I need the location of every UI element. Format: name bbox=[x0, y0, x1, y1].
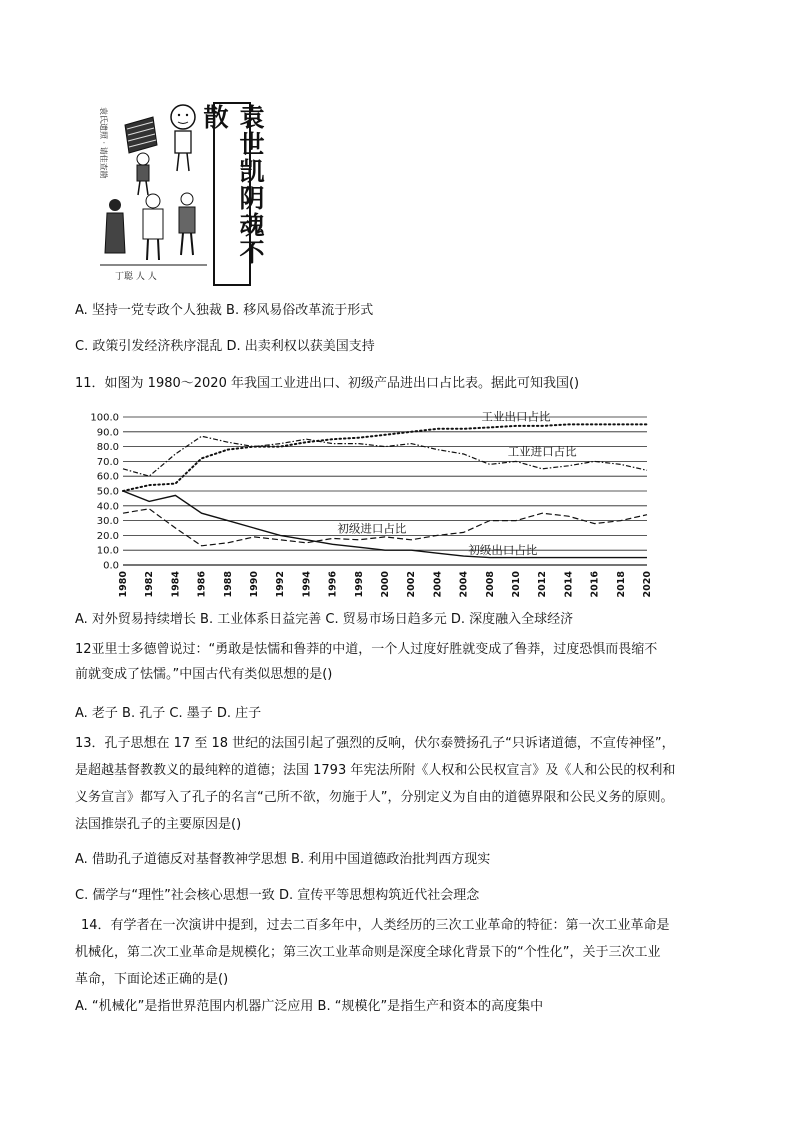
q12-stem-line1: 12亚里士多德曾说过：“勇敢是怯懦和鲁莽的中道，一个人过度好胜就变成了鲁莽，过度恐惧而畏缩不 bbox=[75, 642, 658, 657]
y-tick-label: 20.0 bbox=[96, 530, 119, 542]
cartoon-title: 袁世凯阴魂不散 bbox=[200, 104, 265, 266]
q13-stem-line3: 义务宣言》都写入了孔子的名言“己所不欲，勿施于人”，分别定义为自由的道德界限和公民义务的原则。 bbox=[75, 790, 674, 805]
q10-options-ab: A. 坚持一党专政个人独裁 B. 移风易俗改革流于形式 bbox=[75, 303, 374, 318]
q14-stem-line3: 革命，下面论述正确的是() bbox=[75, 972, 229, 987]
y-tick-label: 30.0 bbox=[96, 516, 119, 528]
series-label: 工业进口占比 bbox=[507, 444, 577, 459]
series-label: 初级出口占比 bbox=[468, 542, 538, 557]
x-tick-label: 1984 bbox=[170, 571, 182, 598]
y-tick-label: 0.0 bbox=[103, 560, 119, 572]
q14-options-ab: A. “机械化”是指世界范围内机器广泛应用 B. “规模化”是指生产和资本的高度集中 bbox=[75, 999, 544, 1014]
q13-options-ab: A. 借助孔子道德反对基督教神学思想 B. 利用中国道德政治批判西方现实 bbox=[75, 852, 491, 867]
x-tick-label: 2018 bbox=[615, 571, 627, 598]
x-tick-label: 2010 bbox=[511, 571, 522, 598]
cartoon-caption: 袁氏遗照 · 请佳查勘 bbox=[99, 107, 108, 179]
x-tick-label: 2020 bbox=[642, 571, 653, 598]
series-label: 工业出口占比 bbox=[481, 409, 551, 424]
x-tick-label: 2002 bbox=[406, 571, 418, 598]
cartoon-title-box bbox=[200, 102, 265, 286]
q12-options: A. 老子 B. 孔子 C. 墨子 D. 庄子 bbox=[75, 706, 262, 721]
x-tick-label: 1996 bbox=[327, 571, 339, 598]
y-tick-label: 70.0 bbox=[96, 456, 119, 468]
y-tick-label: 50.0 bbox=[96, 486, 119, 498]
x-tick-label: 1992 bbox=[275, 571, 287, 598]
q11-stem: 11．如图为 1980～2020 年我国工业进出口、初级产品进出口占比表。据此可知我国() bbox=[75, 376, 580, 391]
x-tick-label: 1994 bbox=[301, 571, 313, 598]
x-tick-label: 2014 bbox=[563, 571, 575, 598]
x-tick-label: 1998 bbox=[353, 571, 365, 598]
x-tick-label: 1990 bbox=[249, 571, 260, 598]
x-tick-label: 2000 bbox=[380, 571, 391, 598]
x-tick-label: 2008 bbox=[484, 571, 496, 598]
x-tick-label: 2004 bbox=[432, 571, 444, 598]
x-tick-label: 1986 bbox=[196, 571, 208, 598]
y-tick-label: 90.0 bbox=[96, 427, 119, 439]
y-tick-label: 10.0 bbox=[96, 545, 119, 557]
y-tick-label: 40.0 bbox=[96, 501, 119, 513]
q13-stem-line2: 是超越基督教教义的最纯粹的道德；法国 1793 年宪法所附《人权和公民权宣言》及《人和公民的权利和 bbox=[75, 763, 676, 778]
q13-options-cd: C. 儒学与“理性”社会核心思想一致 D. 宣传平等思想构筑近代社会理念 bbox=[75, 888, 480, 903]
y-tick-label: 80.0 bbox=[96, 442, 119, 454]
x-tick-label: 2012 bbox=[537, 571, 549, 598]
y-tick-label: 60.0 bbox=[96, 471, 119, 483]
series-label: 初级进口占比 bbox=[337, 521, 407, 536]
x-tick-label: 2004 bbox=[458, 571, 470, 598]
q14-stem-line1: 14．有学者在一次演讲中提到，过去二百多年中，人类经历的三次工业革命的特征：第一次工业革命是 bbox=[81, 918, 670, 933]
x-tick-label: 1988 bbox=[222, 571, 234, 598]
q13-stem-line4: 法国推崇孔子的主要原因是() bbox=[75, 817, 242, 832]
x-tick-label: 1980 bbox=[118, 571, 129, 598]
q12-stem-line2: 前就变成了怯懦。”中国古代有类似思想的是() bbox=[75, 667, 333, 682]
trade-share-chart bbox=[75, 405, 675, 605]
cartoon-signature: 丁聪 人 人 bbox=[115, 272, 157, 282]
y-tick-label: 100.0 bbox=[90, 412, 119, 424]
q11-options: A. 对外贸易持续增长 B. 工业体系日益完善 C. 贸易市场日趋多元 D. 深度融入全球经济 bbox=[75, 612, 574, 627]
q14-stem-line2: 机械化，第二次工业革命是规模化；第三次工业革命则是深度全球化背景下的“个性化”，关于三次工业 bbox=[75, 945, 661, 960]
x-tick-label: 2016 bbox=[589, 571, 601, 598]
x-tick-label: 1982 bbox=[144, 571, 156, 598]
q10-options-cd: C. 政策引发经济秩序混乱 D. 出卖利权以获美国支持 bbox=[75, 339, 375, 354]
q13-stem-line1: 13．孔子思想在 17 至 18 世纪的法国引起了强烈的反响，伏尔泰赞扬孔子“只诉诸道德，不宣传神怪”， bbox=[75, 736, 675, 751]
